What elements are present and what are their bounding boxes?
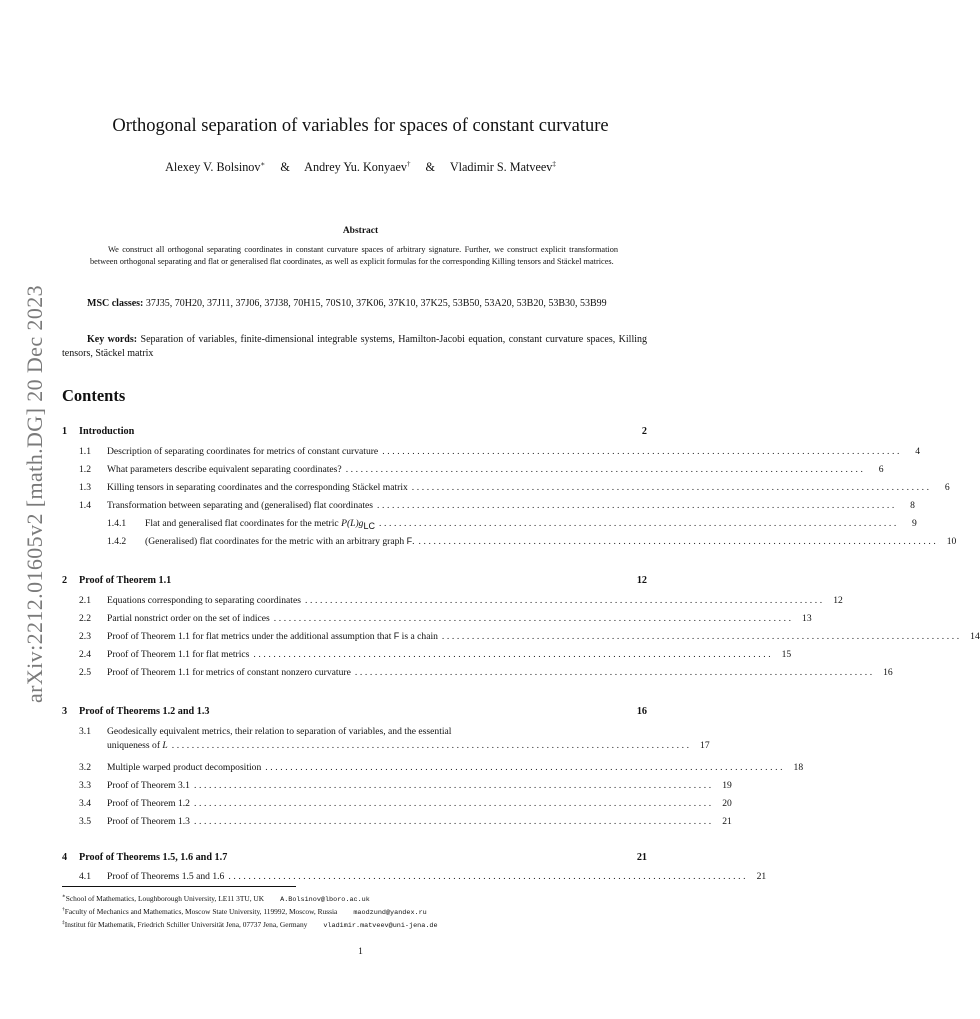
toc-leader-dots: ........................................................................................................ bbox=[382, 446, 903, 457]
abstract-text: We construct all orthogonal separating coordinates in constant curvature spaces of arbitrary signature. Further, we construct explicit transformation between orthogonal separating and flat or generalised flat coordinates, as well as explicit formulas for the corresponding Killing tensors and Stäckel matrices. bbox=[90, 245, 618, 267]
toc-subsection-2-1[interactable]: 2.1 Equations corresponding to separating coordinates ........................................................................................................ 12 bbox=[79, 595, 843, 606]
toc-leader-dots: ........................................................................................................ bbox=[304, 595, 825, 606]
abstract-heading: Abstract bbox=[342, 226, 379, 236]
toc-section-1[interactable]: 1 Introduction 2 bbox=[62, 426, 647, 437]
toc-leader-dots: ........................................................................................................ bbox=[377, 500, 897, 511]
toc-subsection-2-3[interactable]: 2.3 Proof of Theorem 1.1 for flat metrics under the additional assumption that F is a chain ........................................................................................................ 14 bbox=[79, 631, 980, 642]
author-matveev: Vladimir S. Matveev‡ bbox=[449, 159, 556, 174]
email-matveev: vladimir.matveev@uni-jena.de bbox=[323, 922, 438, 931]
toc-subsection-2-5[interactable]: 2.5 Proof of Theorem 1.1 for metrics of constant nonzero curvature ........................................................................................................ 16 bbox=[79, 667, 893, 678]
footnote-rule bbox=[62, 886, 296, 887]
footnotes bbox=[62, 893, 662, 933]
keywords-label: Key words: bbox=[87, 334, 138, 345]
footnote-matveev: ‡Institut für Mathematik, Friedrich Schiller Universität Jena, 07737 Jena, Germany vladimir.matveev@uni-jena.de bbox=[62, 919, 438, 931]
msc-text: 37J35, 70H20, 37J11, 37J06, 37J38, 70H15, 70S10, 37K06, 37K10, 37K25, 53B50, 53A20, 53B20, 53B30, 53B99 bbox=[145, 298, 607, 309]
author-list bbox=[0, 160, 721, 175]
author-bolsinov: Alexey V. Bolsinov∗ bbox=[165, 159, 266, 174]
author-separator: & bbox=[425, 160, 435, 174]
toc-section-2[interactable]: 2 Proof of Theorem 1.1 12 bbox=[62, 575, 647, 586]
toc-leader-dots: ........................................................................................................ bbox=[171, 740, 692, 751]
toc-leader-dots: ........................................................................................................ bbox=[228, 871, 749, 882]
toc-leader-dots: ........................................................................................................ bbox=[418, 536, 939, 547]
toc-subsection-1-1[interactable]: 1.1 Description of separating coordinates for metrics of constant curvature ........................................................................................................ 4 bbox=[79, 446, 921, 457]
toc-subsection-3-1-line1: Geodesically equivalent metrics, their relation to separation of variables, and the essential bbox=[107, 726, 452, 737]
toc-leader-dots: ........................................................................................................ bbox=[193, 780, 714, 791]
page-number: 1 bbox=[358, 947, 363, 957]
msc-label: MSC classes: bbox=[87, 298, 144, 309]
toc-subsubsection-1-4-1[interactable]: 1.4.1 Flat and generalised flat coordinates for the metric $P(L)g_{LC}$ ........................................................................................................ 9 bbox=[107, 518, 917, 531]
toc-leader-dots: ........................................................................................................ bbox=[265, 762, 786, 773]
toc-leader-dots: ........................................................................................................ bbox=[378, 518, 899, 529]
author-mark: † bbox=[406, 159, 411, 168]
toc-subsection-4-1[interactable]: 4.1 Proof of Theorems 1.5 and 1.6 ........................................................................................................ 21 bbox=[79, 871, 767, 882]
footnote-konyaev: †Faculty of Mechanics and Mathematics, Moscow State University, 119992, Moscow, Russia maodzund@yandex.ru bbox=[62, 906, 427, 918]
toc-leader-dots: ........................................................................................................ bbox=[253, 649, 774, 660]
toc-subsection-1-3[interactable]: 1.3 Killing tensors in separating coordinates and the corresponding Stäckel matrix ........................................................................................................ 6 bbox=[79, 482, 950, 493]
contents-heading: Contents bbox=[62, 386, 126, 405]
toc-subsection-1-4[interactable]: 1.4 Transformation between separating and (generalised) flat coordinates ........................................................................................................ 8 bbox=[79, 500, 915, 511]
email-konyaev: maodzund@yandex.ru bbox=[353, 909, 427, 918]
toc-section-3[interactable]: 3 Proof of Theorems 1.2 and 1.3 16 bbox=[62, 706, 647, 717]
msc-classes bbox=[62, 297, 647, 311]
toc-subsection-2-4[interactable]: 2.4 Proof of Theorem 1.1 for flat metrics ........................................................................................................ 15 bbox=[79, 649, 792, 660]
toc-leader-dots: ........................................................................................................ bbox=[193, 816, 714, 827]
toc-section-4[interactable]: 4 Proof of Theorems 1.5, 1.6 and 1.7 21 bbox=[62, 852, 647, 863]
toc-subsection-3-4[interactable]: 3.4 Proof of Theorem 1.2 ........................................................................................................ 20 bbox=[79, 798, 732, 809]
email-bolsinov: A.Bolsinov@lboro.ac.uk bbox=[280, 896, 370, 904]
toc-leader-dots: ........................................................................................................ bbox=[273, 613, 794, 624]
paper-title: Orthogonal separation of variables for spaces of constant curvature bbox=[112, 116, 609, 136]
author-mark: ‡ bbox=[552, 159, 556, 168]
toc-subsection-3-3[interactable]: 3.3 Proof of Theorem 3.1 ........................................................................................................ 19 bbox=[79, 780, 732, 791]
arxiv-identifier-stamp bbox=[18, 284, 52, 704]
toc-subsection-3-5[interactable]: 3.5 Proof of Theorem 1.3 ........................................................................................................ 21 bbox=[79, 816, 732, 827]
toc-subsection-1-2[interactable]: 1.2 What parameters describe equivalent separating coordinates? ........................................................................................................ 6 bbox=[79, 464, 884, 475]
author-separator: & bbox=[280, 160, 290, 174]
keywords bbox=[62, 333, 647, 361]
toc-leader-dots: ........................................................................................................ bbox=[193, 798, 714, 809]
toc-subsubsection-1-4-2[interactable]: 1.4.2 (Generalised) flat coordinates for the metric with an arbitrary graph F. ........................................................................................................ 10 bbox=[107, 536, 957, 547]
toc-leader-dots: ........................................................................................................ bbox=[345, 464, 866, 475]
toc-leader-dots: ........................................................................................................ bbox=[411, 482, 932, 493]
arxiv-identifier-text: arXiv:2212.01605v2 [math.DG] 20 Dec 2023 bbox=[22, 284, 48, 704]
toc-subsection-2-2[interactable]: 2.2 Partial nonstrict order on the set of indices ........................................................................................................ 13 bbox=[79, 613, 812, 624]
keywords-text: Separation of variables, finite-dimensional integrable systems, Hamilton-Jacobi equation, constant curvature spaces, Killing tensors, Stäckel matrix bbox=[62, 334, 648, 359]
toc-subsection-3-1[interactable]: 3.1 Geodesically equivalent metrics, their relation to separation of variables, and the essential uniqueness of L ........................................................................................................ 17 bbox=[79, 726, 710, 751]
toc-leader-dots: ........................................................................................................ bbox=[441, 631, 962, 642]
footnote-bolsinov: ∗School of Mathematics, Loughborough University, LE11 3TU, UK A.Bolsinov@lboro.ac.uk bbox=[62, 893, 370, 904]
author-mark: ∗ bbox=[260, 159, 266, 168]
toc-subsection-3-2[interactable]: 3.2 Multiple warped product decomposition ........................................................................................................ 18 bbox=[79, 762, 804, 773]
author-konyaev: Andrey Yu. Konyaev† bbox=[304, 159, 411, 174]
toc-leader-dots: ........................................................................................................ bbox=[354, 667, 875, 678]
